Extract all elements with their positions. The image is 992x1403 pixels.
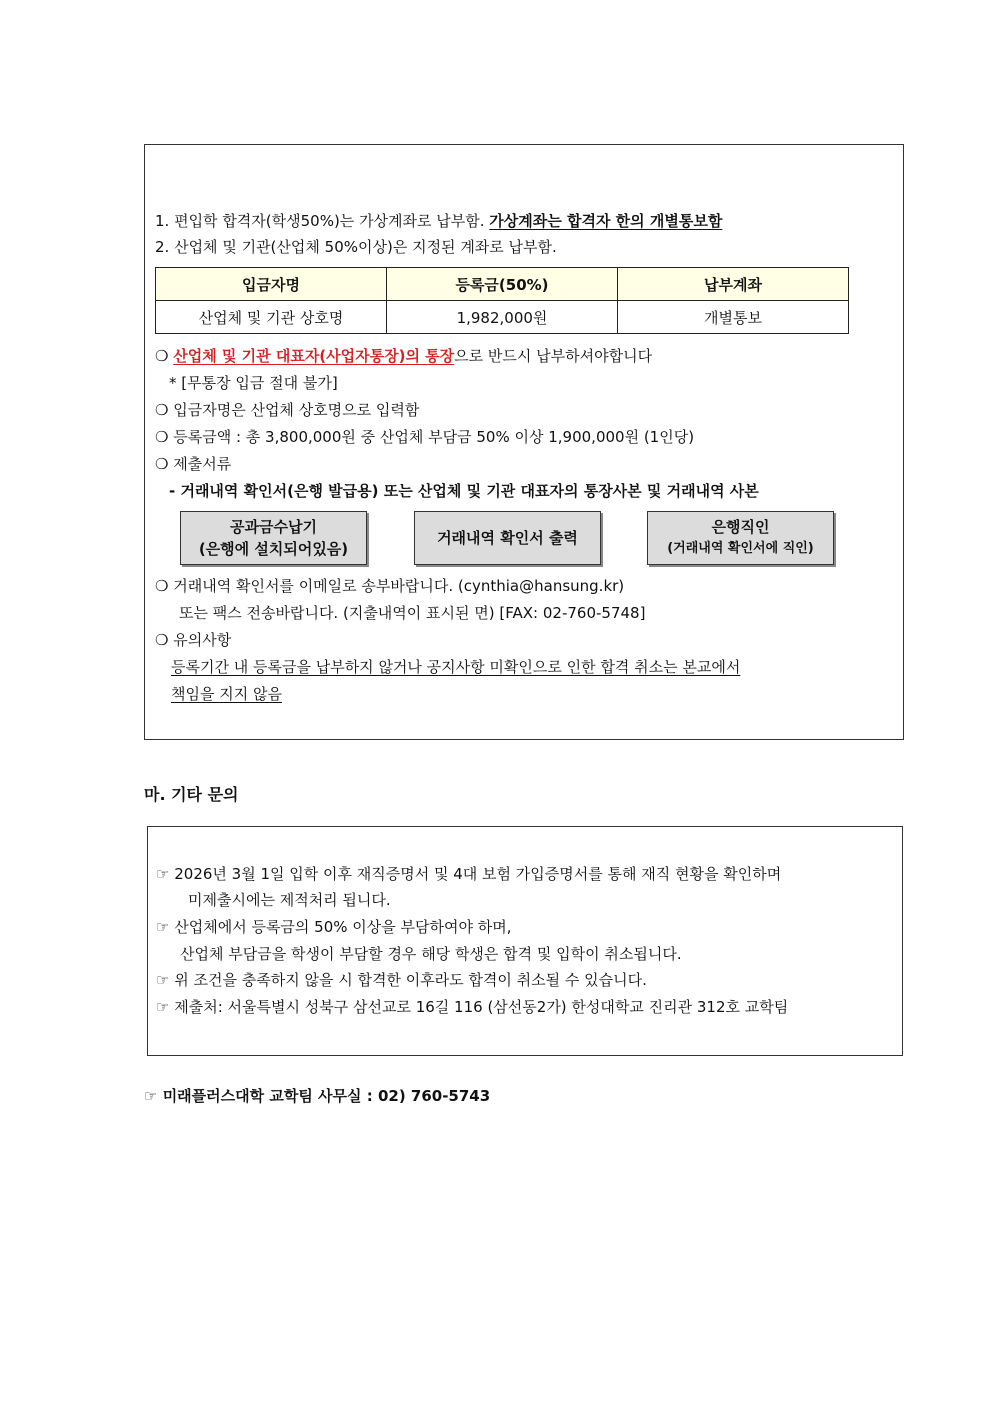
bullet-icon: ❍: [155, 401, 169, 419]
cell-depositor: 산업체 및 기관 상호명: [156, 301, 387, 334]
note-caution: [155, 630, 231, 650]
pointing-hand-icon: ☞: [156, 971, 170, 989]
caution-detail-line-1: 등록기간 내 등록금을 납부하지 않거나 공지사항 미확인으로 인한 합격 취소는 본교에서: [171, 658, 741, 676]
inquiry-item-1-cont: 미제출시에는 제적처리 됩니다.: [188, 891, 391, 909]
caution-detail-line-2: 책임을 지지 않음: [171, 685, 282, 703]
payment-line-2: 2. 산업체 및 기관(산업체 50%이상)은 지정된 계좌로 납부함.: [155, 238, 557, 256]
doc-step-bank-seal-sub: (거래내역 확인서에 직인): [667, 541, 814, 556]
note-account-owner-rest: 으로 반드시 납부하셔야합니다: [454, 347, 653, 365]
header-depositor: 입금자명: [156, 268, 387, 301]
pointing-hand-icon: ☞: [156, 865, 170, 883]
bullet-icon: ❍: [155, 347, 169, 365]
inquiry-item-2: [156, 917, 512, 937]
doc-step-tax-kiosk-sub: (은행에 설치되어있음): [198, 540, 349, 558]
table-row: [156, 301, 849, 334]
inquiry-box: [147, 826, 903, 1056]
note-tuition-amount-text: 등록금액 : 총 3,800,000원 중 산업체 부담금 50% 이상 1,900,000원 (1인당): [173, 428, 695, 446]
note-email-text: 거래내역 확인서를 이메일로 송부바랍니다. (cynthia@hansung.kr): [173, 577, 625, 595]
office-contact-text: 미래플러스대학 교학팀 사무실 : 02) 760-5743: [162, 1087, 491, 1105]
inquiry-item-1: [156, 864, 781, 884]
inquiry-item-2-text: 산업체에서 등록금의 50% 이상을 부담하여야 하며,: [174, 918, 512, 936]
doc-step-tax-kiosk: [180, 511, 367, 565]
inquiry-item-3: [156, 970, 647, 990]
payment-info-box: [144, 144, 904, 740]
payment-line-1-text: 1. 편입학 합격자(학생50%)는 가상계좌로 납부함.: [155, 212, 490, 230]
inquiry-item-3-text: 위 조건을 충족하지 않을 시 합격한 이후라도 합격이 취소될 수 있습니다.: [174, 971, 647, 989]
bullet-icon: ❍: [155, 455, 169, 473]
header-tuition: 등록금(50%): [387, 268, 618, 301]
no-cash-deposit-note: * [무통장 입금 절대 불가]: [169, 374, 338, 392]
pointing-hand-icon: ☞: [156, 918, 170, 936]
inquiry-item-1-text: 2026년 3월 1일 입학 이후 재직증명서 및 4대 보험 가입증명서를 통해 재직 현황을 확인하며: [174, 865, 782, 883]
payment-table-header: [156, 268, 849, 301]
doc-step-bank-seal: [647, 511, 834, 565]
inquiry-item-4-text: 제출처: 서울특별시 성북구 삼선교로 16길 116 (삼선동2가) 한성대학교 진리관 312호 교학팀: [174, 998, 789, 1016]
cell-tuition: 1,982,000원: [387, 301, 618, 334]
bullet-icon: ❍: [155, 577, 169, 595]
note-caution-text: 유의사항: [173, 631, 232, 649]
note-account-owner: [155, 346, 652, 366]
doc-step-print-statement-title: 거래내역 확인서 출력: [437, 529, 578, 547]
payment-table: [155, 267, 849, 334]
cell-account: 개별통보: [618, 301, 849, 334]
doc-step-bank-seal-title: 은행직인: [711, 518, 770, 536]
note-documents: [155, 454, 231, 474]
header-account: 납부계좌: [618, 268, 849, 301]
bullet-icon: ❍: [155, 631, 169, 649]
note-depositor-name: [155, 400, 419, 420]
inquiry-item-2-cont: 산업체 부담금을 학생이 부담할 경우 해당 학생은 합격 및 입학이 취소됩니다.: [180, 945, 682, 963]
virtual-account-notice: 가상계좌는 합격자 한의 개별통보함: [489, 212, 723, 230]
bullet-icon: ❍: [155, 428, 169, 446]
documents-detail: - 거래내역 확인서(은행 발급용) 또는 산업체 및 기관 대표자의 통장사본 및 거래내역 사본: [169, 482, 759, 500]
note-depositor-name-text: 입금자명은 산업체 상호명으로 입력함: [173, 401, 420, 419]
pointing-hand-icon: ☞: [156, 998, 170, 1016]
payment-line-1: [155, 211, 722, 231]
doc-step-print-statement: [414, 511, 601, 565]
note-tuition-amount: [155, 427, 694, 447]
doc-step-tax-kiosk-title: 공과금수납기: [230, 518, 317, 536]
representative-account-warning: 산업체 및 기관 대표자(사업자통장)의 통장: [173, 347, 455, 365]
pointing-hand-icon: ☞: [144, 1087, 158, 1105]
note-email: [155, 576, 624, 596]
office-contact: [144, 1085, 490, 1106]
note-documents-text: 제출서류: [173, 455, 232, 473]
section-title: 마. 기타 문의: [144, 785, 239, 804]
inquiry-item-4: [156, 997, 788, 1017]
note-fax: 또는 팩스 전송바랍니다. (지출내역이 표시된 면) [FAX: 02-760-5748]: [179, 604, 646, 622]
